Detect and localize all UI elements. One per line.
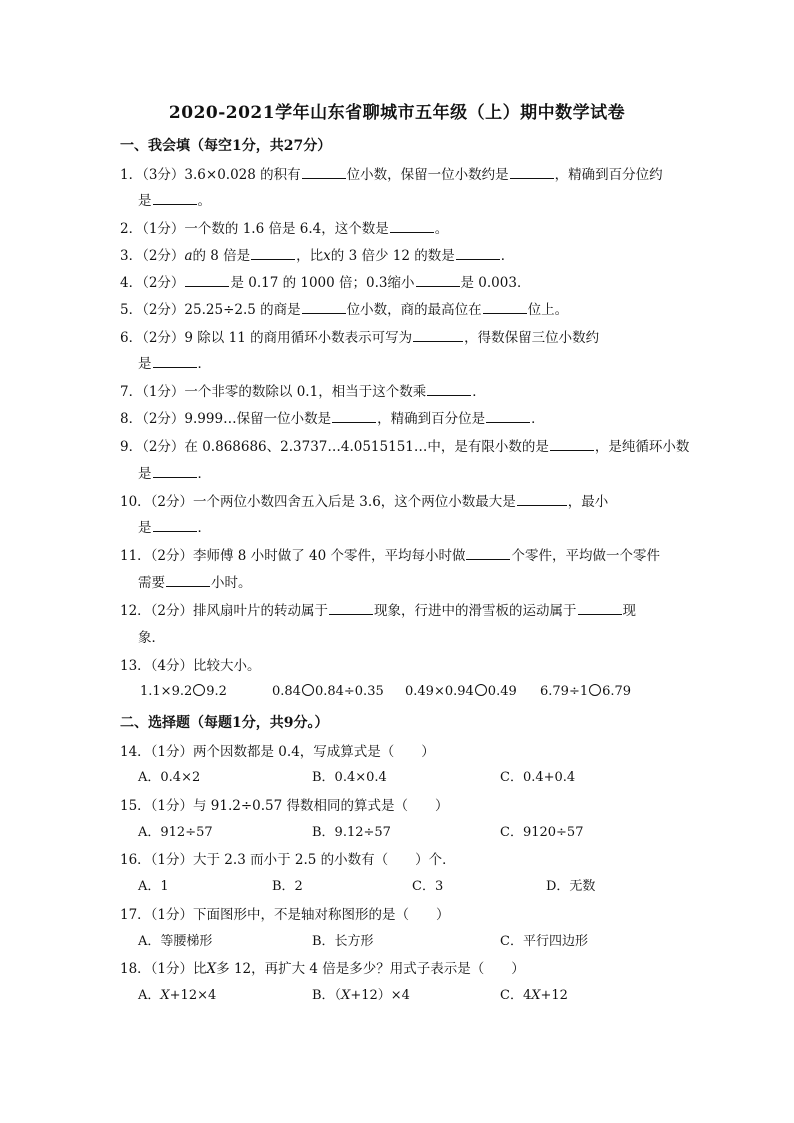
page-title: 2020-2021学年山东省聊城市五年级（上）期中数学试卷 <box>168 103 626 123</box>
question-11-cont <box>138 571 252 591</box>
question-text: 需要 <box>138 575 165 591</box>
question-text: 是 0.17 的 1000 倍；0.3缩小 <box>230 275 415 291</box>
question-text: ． <box>197 466 211 482</box>
question-text: ． <box>472 384 486 400</box>
option-text: C．4 <box>500 988 532 1003</box>
comparison-right: 0.49 <box>487 684 517 699</box>
question-1-cont <box>138 189 211 209</box>
question-3 <box>120 244 514 264</box>
question-text: 象． <box>138 630 165 646</box>
answer-blank <box>185 274 229 287</box>
answer-blank <box>390 220 434 233</box>
question-text: 18．（1分）比 <box>120 961 207 977</box>
question-text: 1．（3分）3.6×0.028 的积有 <box>120 167 301 183</box>
comparison-right: 9.2 <box>206 684 227 699</box>
question-text: ，最小 <box>567 494 609 510</box>
answer-blank <box>153 519 197 532</box>
compare-circle <box>302 684 314 696</box>
question-text: 8．（2分）9.999…保留一位小数是 <box>120 411 332 427</box>
comparison-left: 6.79÷1 <box>540 684 589 699</box>
answer-blank <box>332 410 376 423</box>
question-text: 10．（2分）一个两位小数四舍五入后是 3.6，这个两位小数最大是 <box>120 494 516 510</box>
comparison-left: 1.1×9.2 <box>140 684 193 699</box>
question-text: 是 <box>138 193 152 209</box>
question-text: 是 0.003． <box>460 275 531 291</box>
question-text: 11．（2分）李师傅 8 小时做了 40 个零件，平均每小时做 <box>120 548 466 564</box>
answer-blank <box>329 602 373 615</box>
answer-blank <box>153 355 197 368</box>
question-7 <box>120 380 486 400</box>
comparison-item <box>272 684 384 699</box>
section-heading-fill-in: 一、我会填（每空1分，共27分） <box>120 138 332 154</box>
question-11 <box>120 544 660 564</box>
answer-blank <box>302 166 346 179</box>
question-12-cont <box>138 626 165 646</box>
section-heading-choice: 二、选择题（每题1分，共9分。） <box>120 715 329 731</box>
question-text: 多 12，再扩大 4 倍是多少？用式子表示是（ ） <box>216 961 525 977</box>
option-b: B．长方形 <box>312 934 374 949</box>
answer-blank <box>251 247 295 260</box>
option-text: +12×4 <box>169 988 217 1003</box>
answer-blank <box>483 301 527 314</box>
option-b: B．2 <box>272 879 303 894</box>
answer-blank <box>413 329 463 342</box>
option-text: +12 <box>540 988 568 1003</box>
answer-blank <box>510 166 554 179</box>
question-text: 位小数，保留一位小数约是 <box>346 167 509 183</box>
option-a: A．等腰梯形 <box>138 934 213 949</box>
question-9 <box>120 435 689 455</box>
question-text: ，精确到百分位是 <box>377 411 486 427</box>
option-d: D．无数 <box>546 879 596 894</box>
question-text: 是 <box>138 356 152 372</box>
compare-circle <box>193 684 205 696</box>
option-text: B．（ <box>312 988 342 1003</box>
question-text: 小时。 <box>211 575 252 591</box>
question-text: 的 3 倍少 12 的数是 <box>330 248 455 264</box>
question-13 <box>120 654 261 674</box>
question-6 <box>120 326 599 346</box>
question-text: 是 <box>138 520 152 536</box>
variable: X <box>160 988 170 1003</box>
compare-circle <box>589 684 601 696</box>
comparison-item <box>405 684 517 699</box>
answer-blank <box>302 301 346 314</box>
question-10-cont <box>138 516 211 536</box>
question-text: 位小数，商的最高位在 <box>346 302 482 318</box>
option-b: B．0.4×0.4 <box>312 770 387 785</box>
question-12 <box>120 599 636 619</box>
answer-blank <box>486 410 530 423</box>
answer-blank <box>416 274 460 287</box>
answer-blank <box>153 192 197 205</box>
question-text: 。 <box>434 221 449 237</box>
variable: X <box>341 988 351 1003</box>
compare-circle <box>475 684 487 696</box>
question-text: 7．（1分）一个非零的数除以 0.1，相当于这个数乘 <box>120 384 427 400</box>
question-18 <box>120 957 525 977</box>
question-6-cont <box>138 352 211 372</box>
answer-blank <box>427 383 471 396</box>
answer-blank <box>466 547 510 560</box>
question-text: 9．（2分）在 0.868686、2.3737…4.0515151…中，是有限小数的是 <box>120 439 549 455</box>
comparison-right: 6.79 <box>602 684 632 699</box>
question-text: 3．（2分） <box>120 248 185 264</box>
question-17: 17．（1分）下面图形中，不是轴对称图形的是（ ） <box>120 907 450 923</box>
question-15: 15．（1分）与 91.2÷0.57 得数相同的算式是（ ） <box>120 798 449 814</box>
question-text: ． <box>197 520 211 536</box>
option-a: A．1 <box>138 879 169 894</box>
question-text: ． <box>197 356 211 372</box>
comparison-item <box>540 684 631 699</box>
option-b: B．9.12÷57 <box>312 825 391 840</box>
question-5 <box>120 298 568 318</box>
question-14: 14．（1分）两个因数都是 0.4，写成算式是（ ） <box>120 744 435 760</box>
option-c <box>500 984 568 1003</box>
option-c: C．3 <box>412 879 444 894</box>
option-a: A．912÷57 <box>138 825 213 840</box>
variable: X <box>531 988 541 1003</box>
option-a: A．0.4×2 <box>138 770 201 785</box>
question-text: 的 8 倍是 <box>192 248 251 264</box>
comparison-item <box>140 684 227 699</box>
variable: x <box>323 248 331 264</box>
option-b <box>312 984 410 1003</box>
question-text: ，是纯循环小数 <box>594 439 690 455</box>
question-8 <box>120 407 545 427</box>
option-c: C．0.4+0.4 <box>500 770 576 785</box>
comparison-right: 0.84÷0.35 <box>314 684 384 699</box>
option-text: +12）×4 <box>350 988 410 1003</box>
question-10 <box>120 490 608 510</box>
question-text: 13．（4分）比较大小。 <box>120 658 261 674</box>
question-text: ，精确到百分位约 <box>554 167 663 183</box>
question-text: 4．（2分） <box>120 275 185 291</box>
answer-blank <box>550 438 594 451</box>
question-text: ，比 <box>296 248 324 264</box>
option-text: A． <box>138 988 161 1003</box>
answer-blank <box>166 574 210 587</box>
question-text: 12．（2分）排风扇叶片的转动属于 <box>120 603 329 619</box>
question-text: ． <box>500 248 515 264</box>
variable: a <box>184 248 193 264</box>
question-text: 是 <box>138 466 152 482</box>
answer-blank <box>578 602 622 615</box>
question-4 <box>120 271 530 291</box>
question-text: 现 <box>622 603 637 619</box>
question-text: 2．（1分）一个数的 1.6 倍是 6.4，这个数是 <box>120 221 389 237</box>
question-text: 位上。 <box>527 302 569 318</box>
question-text: 个零件，平均做一个零件 <box>511 548 660 564</box>
question-text: 6．（2分）9 除以 11 的商用循环小数表示可写为 <box>120 330 413 346</box>
question-text: 5．（2分）25.25÷2.5 的商是 <box>120 302 301 318</box>
comparison-left: 0.84 <box>272 684 301 699</box>
question-text: 现象，行进中的滑雪板的运动属于 <box>374 603 577 619</box>
question-text: ，得数保留三位小数约 <box>464 330 600 346</box>
question-text: ． <box>531 411 545 427</box>
variable: X <box>206 961 217 977</box>
question-2 <box>120 217 448 237</box>
option-a <box>138 984 216 1003</box>
answer-blank <box>456 247 500 260</box>
question-16: 16．（1分）大于 2.3 而小于 2.5 的小数有（ ）个． <box>120 852 456 868</box>
option-c: C．平行四边形 <box>500 934 588 949</box>
question-text: 。 <box>197 193 211 209</box>
question-9-cont <box>138 462 211 482</box>
option-c: C．9120÷57 <box>500 825 584 840</box>
answer-blank <box>517 493 567 506</box>
answer-blank <box>153 465 197 478</box>
question-1 <box>120 163 663 183</box>
comparison-left: 0.49×0.94 <box>405 684 474 699</box>
